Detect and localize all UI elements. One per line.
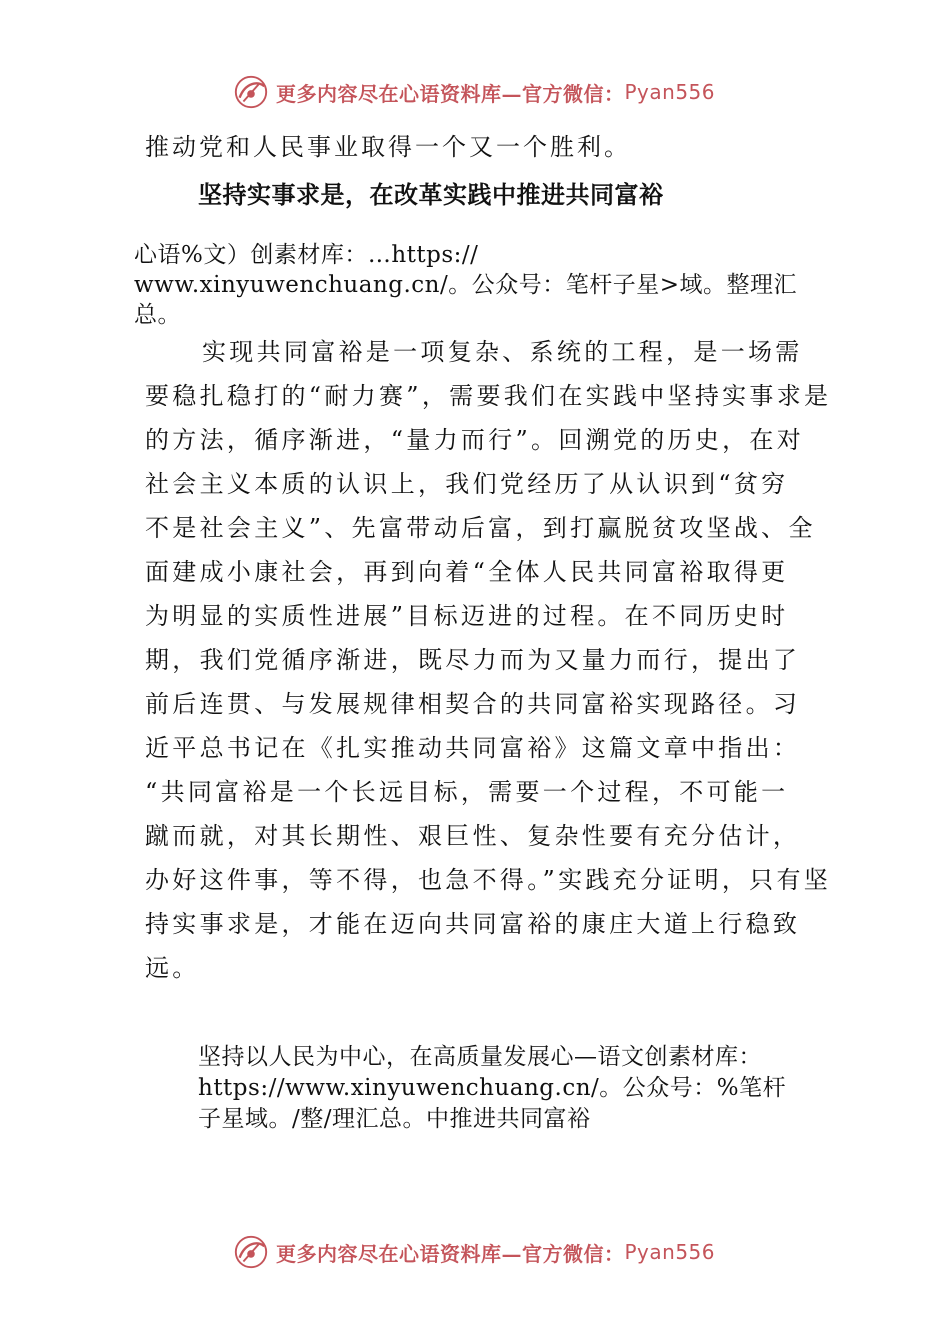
body-line: 持实事求是，才能在迈向共同富裕的康庄大道上行稳致 — [145, 910, 801, 938]
body-line: 期，我们党循序渐进，既尽力而为又量力而行，提出了 — [145, 646, 801, 674]
header-banner — [232, 72, 715, 112]
body-line: 办好这件事，等不得，也急不得。”实践充分证明，只有坚 — [145, 866, 832, 894]
banner-text: 更多内容尽在心语资料库—官方微信： — [276, 1241, 625, 1266]
body-line: 社会主义本质的认识上，我们党经历了从认识到“贫穷 — [145, 470, 789, 498]
banner-wechat-id: Pyan556 — [624, 80, 716, 104]
body-paragraph — [145, 330, 831, 990]
footer-banner — [232, 1232, 715, 1272]
intro-line: 推动党和人民事业取得一个又一个胜利。 — [145, 133, 631, 161]
body-line: 为明显的实质性进展”目标迈进的过程。在不同历史时 — [145, 602, 789, 630]
body-line: 不是社会主义”、先富带动后富，到打赢脱贫攻坚战、全 — [145, 514, 816, 542]
body-line: 的方法，循序渐进，“量力而行”。回溯党的历史，在对 — [145, 426, 805, 454]
logo-icon — [232, 1233, 270, 1271]
body-line: 前后连贯、与发展规律相契合的共同富裕实现路径。习 — [145, 690, 801, 718]
body-line: 实现共同富裕是一项复杂、系统的工程，是一场需 — [202, 338, 803, 366]
banner-text: 更多内容尽在心语资料库—官方微信： — [276, 81, 625, 106]
footer-note: 坚持以人民为中心，在高质量发展心—语文创素材库： https://www.xinyuwenchuang.cn/。公众号：%笔杆 子星域。/整/理汇总。中推进共同富裕 — [198, 1044, 787, 1132]
section-heading: 坚持实事求是，在改革实践中推进共同富裕 — [198, 181, 664, 209]
body-line: 远。 — [145, 954, 200, 982]
body-line: 近平总书记在《扎实推动共同富裕》这篇文章中指出： — [145, 734, 801, 762]
source-note: 心语%文）创素材库：…https:// www.xinyuwenchuang.cn/。公众号：笔杆子星>域。整理汇 总。 — [134, 242, 797, 328]
banner-wechat-id: Pyan556 — [624, 1240, 716, 1264]
logo-icon — [232, 73, 270, 111]
body-line: 要稳扎稳打的“耐力赛”，需要我们在实践中坚持实事求是 — [145, 382, 832, 410]
body-line: “共同富裕是一个长远目标，需要一个过程，不可能一 — [145, 778, 789, 806]
body-line: 面建成小康社会，再到向着“全体人民共同富裕取得更 — [145, 558, 789, 586]
body-line: 蹴而就，对其长期性、艰巨性、复杂性要有充分估计， — [145, 822, 801, 850]
